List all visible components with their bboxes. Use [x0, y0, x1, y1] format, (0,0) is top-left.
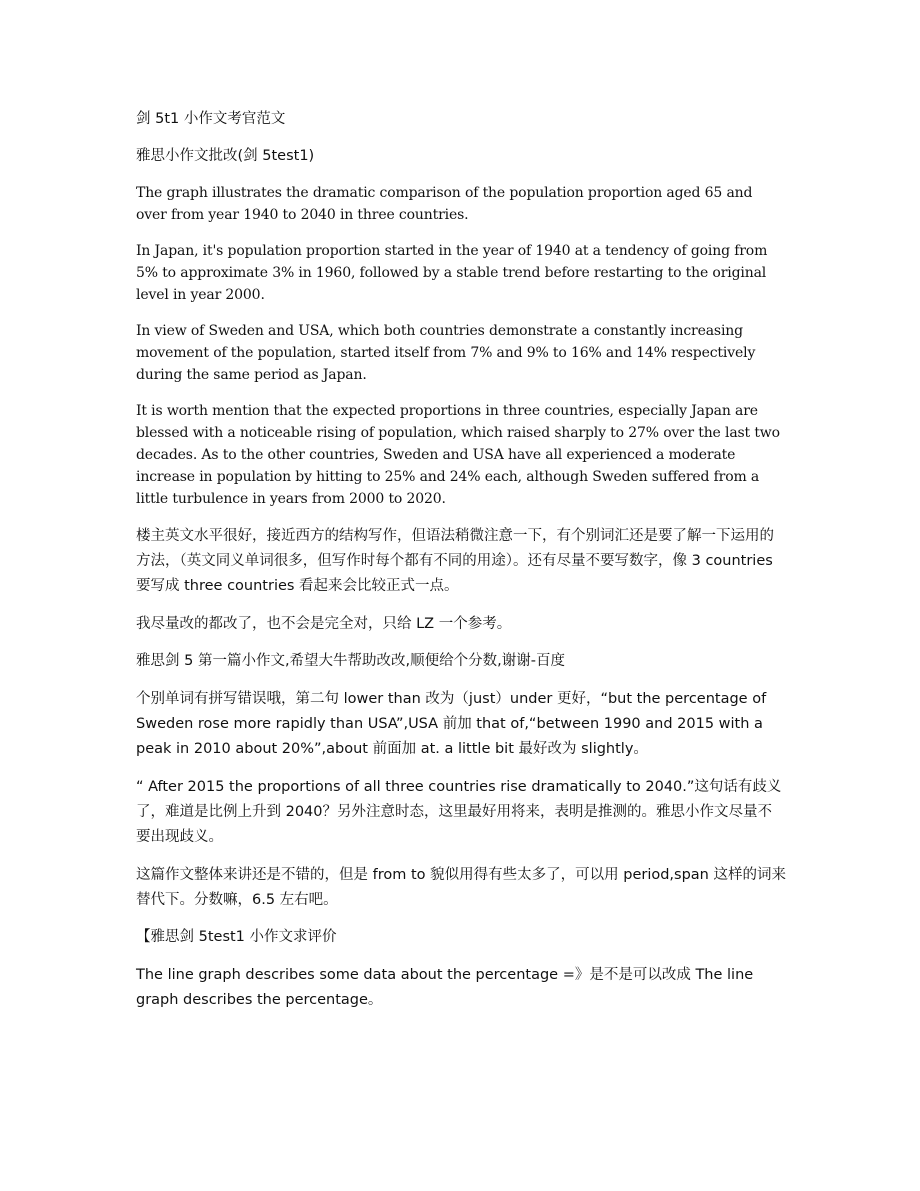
document-page [136, 108, 786, 1026]
section-heading-3: 【雅思剑 5test1 小作文求评价 [136, 929, 337, 945]
comment-paragraph-3: 个别单词有拼写错误哦，第二句 lower than 改为（just）under 更好，“but the percentage of Sweden rose more rapidly than USA”,USA 前加 that of,“between 1990 and 2015 with a peak in 2010 about 20%”,about 前面加 at. a little bit 最好改为 slightly。 [136, 691, 767, 757]
essay-paragraph-3: In view of Sweden and USA, which both countries demonstrate a constantly increasing movement of the population, started itself from 7% and 9% to 16% and 14% respectively during the same period as Japan. [136, 323, 756, 383]
comment-paragraph-5: 这篇作文整体来讲还是不错的，但是 from to 貌似用得有些太多了，可以用 period,span 这样的词来替代下。分数嘛，6.5 左右吧。 [136, 867, 786, 908]
comment-paragraph-2: 我尽量改的都改了，也不会是完全对，只给 LZ 一个参考。 [136, 616, 512, 632]
essay-paragraph-2: In Japan, it's population proportion started in the year of 1940 at a tendency of going from 5% to approximate 3% in 1960, followed by a stable trend before restarting to the original level in year 2000. [136, 243, 768, 303]
comment-paragraph-6: The line graph describes some data about the percentage =》是不是可以改成 The line graph describes the percentage。 [136, 967, 754, 1008]
comment-paragraph-4: “ After 2015 the proportions of all three countries rise dramatically to 2040.”这句话有歧义了，难道是比例上升到 2040？另外注意时态，这里最好用将来，表明是推测的。雅思小作文尽量不要出现歧义。 [136, 779, 782, 845]
essay-paragraph-1: The graph illustrates the dramatic comparison of the population proportion aged 65 and over from year 1940 to 2040 in three countries. [136, 185, 753, 223]
comment-paragraph-1: 楼主英文水平很好，接近西方的结构写作，但语法稍微注意一下，有个别词汇还是要了解一下运用的方法，（英文同义单词很多，但写作时每个都有不同的用途）。还有尽量不要写数字，像 3 countries 要写成 three countries 看起来会比较正式一点。 [136, 528, 774, 594]
section-heading-2: 雅思剑 5 第一篇小作文,希望大牛帮助改改,顺便给个分数,谢谢-百度 [136, 653, 566, 669]
essay-paragraph-4: It is worth mention that the expected proportions in three countries, especially Japan are blessed with a noticeable rising of population, which raised sharply to 27% over the last two decades. As to the other countries, Sweden and USA have all experienced a moderate increase in population by hitting to 25% and 24% each, although Sweden suffered from a little turbulence in years from 2000 to 2020. [136, 403, 780, 507]
document-title: 剑 5t1 小作文考官范文 [136, 111, 286, 127]
document-subtitle: 雅思小作文批改(剑 5test1) [136, 148, 315, 164]
